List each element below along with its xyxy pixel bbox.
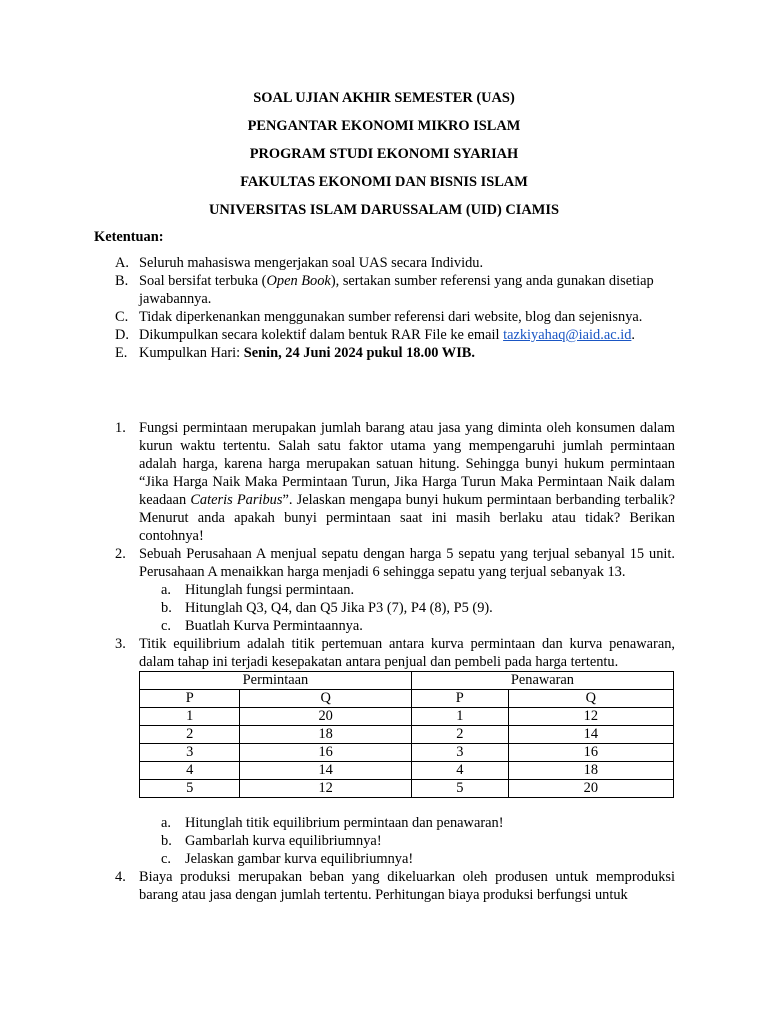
rules-list [115, 254, 675, 362]
question-text-emphasis: Cateris Paribus [190, 492, 283, 508]
equilibrium-table [139, 671, 674, 798]
rules-heading: Ketentuan: [94, 229, 164, 245]
subquestion [161, 617, 675, 635]
question-3 [115, 635, 675, 868]
question-4 [115, 868, 675, 904]
table-row [140, 780, 674, 798]
table-cell: 12 [240, 780, 411, 798]
exam-header [0, 89, 768, 229]
table-cell: 12 [508, 708, 673, 726]
spacer [139, 798, 675, 814]
demand-group-header: Permintaan [140, 672, 412, 690]
rule-marker: C. [115, 309, 129, 325]
table-row [140, 708, 674, 726]
table-row [140, 744, 674, 762]
column-header-p: P [140, 690, 240, 708]
table-cell: 16 [240, 744, 411, 762]
rule-marker: A. [115, 255, 129, 271]
subquestion-text: Buatlah Kurva Permintaannya. [185, 618, 363, 634]
rule-text-emphasis: Open Book [266, 273, 331, 289]
email-link[interactable]: tazkiyahaq@iaid.ac.id [503, 327, 632, 343]
table-cell: 16 [508, 744, 673, 762]
column-header-p: P [411, 690, 508, 708]
table-cell: 5 [140, 780, 240, 798]
rule-marker: B. [115, 273, 129, 289]
subquestion-text: Gambarlah kurva equilibriumnya! [185, 833, 382, 849]
table-column-header [140, 690, 674, 708]
table-cell: 14 [508, 726, 673, 744]
header-faculty: FAKULTAS EKONOMI DAN BISNIS ISLAM [240, 174, 528, 190]
rule-text: Seluruh mahasiswa mengerjakan soal UAS secara Individu. [139, 255, 484, 271]
question-body [139, 545, 675, 635]
column-header-q: Q [508, 690, 673, 708]
rule-item [115, 308, 675, 326]
header-title: SOAL UJIAN AKHIR SEMESTER (UAS) [253, 90, 515, 106]
table-cell: 3 [140, 744, 240, 762]
table-cell: 20 [240, 708, 411, 726]
table-row [140, 726, 674, 744]
rule-text-part: . [631, 327, 636, 343]
subquestion-marker: a. [161, 815, 171, 831]
question-number: 2. [115, 546, 126, 562]
rule-marker: E. [115, 345, 128, 361]
table-cell: 4 [140, 762, 240, 780]
table-cell: 2 [140, 726, 240, 744]
table-cell: 1 [411, 708, 508, 726]
header-program: PROGRAM STUDI EKONOMI SYARIAH [249, 146, 519, 162]
subquestion-marker: c. [161, 851, 171, 867]
subquestion [161, 832, 675, 850]
question-number: 3. [115, 636, 126, 652]
table-cell: 2 [411, 726, 508, 744]
question-2 [115, 545, 675, 635]
table-cell: 5 [411, 780, 508, 798]
rule-item [115, 272, 675, 308]
subquestion-marker: b. [161, 600, 172, 616]
question-body [139, 635, 675, 868]
rule-text-part: Dikumpulkan secara kolektif dalam bentuk RAR File ke email [139, 327, 504, 343]
table-cell: 20 [508, 780, 673, 798]
question-1 [115, 419, 675, 545]
table-row [140, 762, 674, 780]
subquestion-text: Hitunglah fungsi permintaan. [185, 582, 355, 598]
subquestion [161, 581, 675, 599]
rule-text-part: Kumpulkan Hari: [139, 345, 244, 361]
question-number: 1. [115, 420, 126, 436]
question-number: 4. [115, 869, 126, 885]
question-text-part: ”. Jelaskan mengapa bunyi hukum permintaan berbanding terbalik? Menurut anda apakah bunyi permintaan saat ini masih berlaku atau tidak? Berikan contohnya! [139, 492, 675, 544]
rule-item [115, 326, 675, 344]
table-cell: 18 [508, 762, 673, 780]
subquestion [161, 599, 675, 617]
supply-group-header: Penawaran [411, 672, 673, 690]
question-text [139, 419, 675, 545]
subquestion-marker: b. [161, 833, 172, 849]
table-cell: 14 [240, 762, 411, 780]
table-group-header [140, 672, 674, 690]
rule-item [115, 254, 675, 272]
subquestion-marker: a. [161, 582, 171, 598]
table-cell: 4 [411, 762, 508, 780]
subquestion [161, 850, 675, 868]
question-text: Sebuah Perusahaan A menjual sepatu dengan harga 5 sepatu yang terjual sebanyal 15 unit. Perusahaan A menaikkan harga menjadi 6 sehingga sepatu yang terjual sebanyak 13. [139, 546, 675, 580]
rule-text: Tidak diperkenankan menggunakan sumber referensi dari website, blog dan sejenisnya. [139, 309, 643, 325]
deadline-text: Senin, 24 Juni 2024 pukul 18.00 WIB. [243, 345, 475, 361]
question-text-part: Fungsi permintaan merupakan jumlah barang atau jasa yang diminta oleh konsumen dalam kurun waktu tertentu. Salah satu faktor utama yang mempengaruhi jumlah permintaan adalah harga, karena harga merupakan satuan hitung. Sehingga bunyi hukum permintaan “Jika Harga Naik Maka Permintaan Turun, Jika Harga Turun Maka Permintaan Naik dalam keadaan [139, 420, 675, 508]
rule-text-part: ), sertakan sumber referensi yang anda gunakan disetiap jawabannya. [139, 273, 654, 307]
rule-item [115, 344, 675, 362]
subquestion-text: Hitunglah titik equilibrium permintaan dan penawaran! [185, 815, 504, 831]
rule-text [139, 272, 675, 308]
rule-text [139, 326, 675, 344]
rule-marker: D. [115, 327, 129, 343]
table-cell: 3 [411, 744, 508, 762]
column-header-q: Q [240, 690, 411, 708]
header-course: PENGANTAR EKONOMI MIKRO ISLAM [247, 118, 521, 134]
rule-text-part: Soal bersifat terbuka ( [139, 273, 267, 289]
question-text: Biaya produksi merupakan beban yang dikeluarkan oleh produsen untuk memproduksi barang atau jasa dengan jumlah tertentu. Perhitungan biaya produksi berfungsi untuk [139, 869, 675, 903]
subquestion-text: Hitunglah Q3, Q4, dan Q5 Jika P3 (7), P4 (8), P5 (9). [185, 600, 493, 616]
table-cell: 1 [140, 708, 240, 726]
header-university: UNIVERSITAS ISLAM DARUSSALAM (UID) CIAMIS [209, 202, 559, 218]
subquestion-marker: c. [161, 618, 171, 634]
subquestion [161, 814, 675, 832]
subquestion-text: Jelaskan gambar kurva equilibriumnya! [185, 851, 414, 867]
table-cell: 18 [240, 726, 411, 744]
questions-list [115, 419, 675, 904]
rule-text [139, 344, 675, 362]
question-text: Titik equilibrium adalah titik pertemuan antara kurva permintaan dan kurva penawaran, dalam tahap ini terjadi kesepakatan antara penjual dan pembeli pada harga tertentu. [139, 636, 675, 670]
